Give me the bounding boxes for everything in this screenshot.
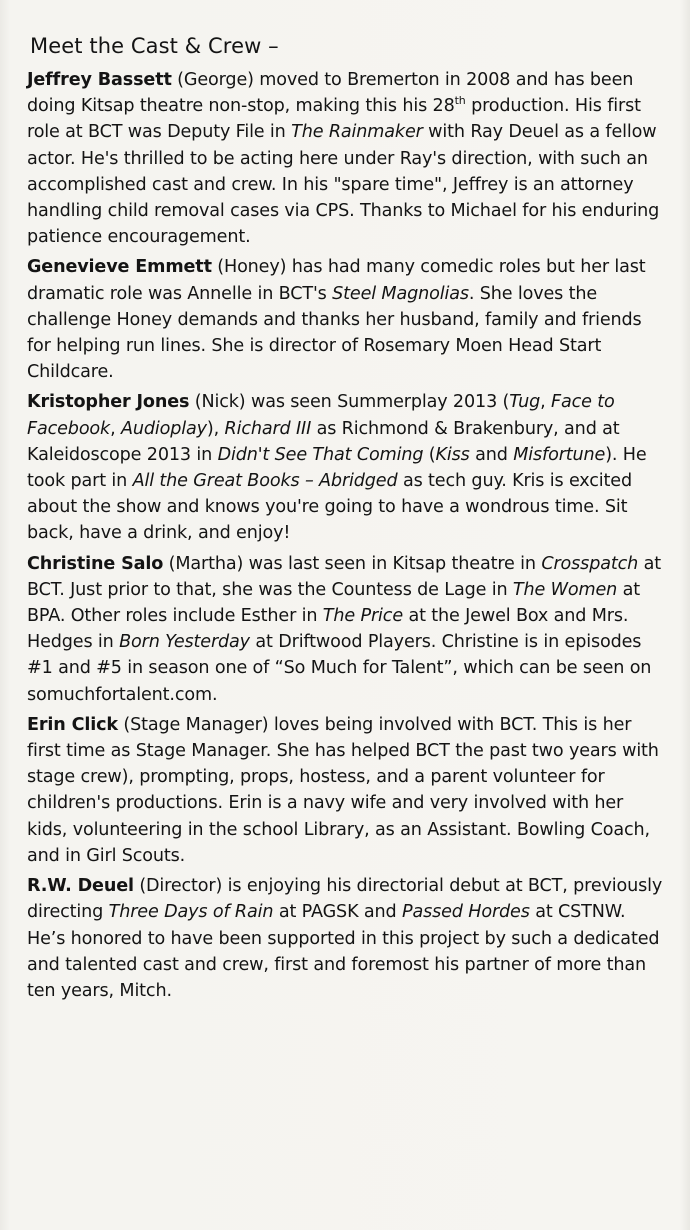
bio-text: ), xyxy=(206,418,225,439)
bio-jeffrey-bassett xyxy=(27,67,668,250)
play-title: The Rainmaker xyxy=(291,122,423,143)
bio-text: (Director) is enjoying his directorial debut at BCT, previously directing xyxy=(27,876,663,923)
play-title: Tug xyxy=(509,392,541,413)
play-title: Steel Magnolias xyxy=(332,283,469,304)
bio-text: at CSTNW. He’s honored to have been supported in this project by such a dedicated and talented cast and crew, first and foremost his partner of more than ten years, Mitch. xyxy=(27,902,660,1001)
bio-text: (Nick) was seen Summerplay 2013 ( xyxy=(189,392,510,413)
bio-text: and xyxy=(469,444,514,465)
bio-text: ( xyxy=(423,444,436,465)
bio-name: Jeffrey Bassett xyxy=(27,70,172,90)
bio-text: ). He took part in xyxy=(27,444,647,492)
bio-rw-deuel xyxy=(27,873,668,1004)
play-title: All the Great Books – Abridged xyxy=(132,471,398,492)
bio-genevieve-emmett xyxy=(27,254,668,385)
play-title: Kiss xyxy=(435,444,470,465)
bio-text: (Stage Manager) loves being involved with BCT. This is her first time as Stage Manager. She has helped BCT the past two years with stage crew), prompting, props, hostess, and a parent volunteer for children's productions. Erin is a navy wife and very involved with her kids, volunteering in the school Library, as an Assistant. Bowling Coach, and in Girl Scouts. xyxy=(27,714,659,866)
bio-text: , xyxy=(540,392,552,413)
bio-text: (Honey) has had many comedic roles but her last dramatic role was Annelle in BCT's xyxy=(27,257,646,304)
bio-name: R.W. Deuel xyxy=(27,876,134,897)
bio-name: Erin Click xyxy=(27,714,118,735)
bio-christine-salo xyxy=(27,551,668,708)
bio-kristopher-jones xyxy=(27,389,668,546)
section-title: Meet the Cast & Crew – xyxy=(30,34,279,58)
bio-text: with Ray Deuel as a fellow actor. He's thrilled to be acting here under Ray's direction, with such an accomplished cast and crew. In his "spare time", Jeffrey is an attorney handling child removal cases via CPS. Thanks to Michael for his enduring patience encouragement. xyxy=(27,122,660,248)
play-title: Born Yesterday xyxy=(119,632,250,653)
bio-text: as Richmond & Brakenbury, and at Kaleidoscope 2013 in xyxy=(27,418,620,465)
play-title: Audioplay xyxy=(120,418,207,439)
play-title: Three Days of Rain xyxy=(108,902,274,923)
bio-text: production. His first role at BCT was Deputy File in xyxy=(27,96,641,143)
bio-text: (Martha) was last seen in Kitsap theatre in xyxy=(163,553,542,574)
bio-text: . She loves the challenge Honey demands and thanks her husband, family and friends for helping run lines. She is director of Rosemary Moen Head Start Childcare. xyxy=(27,283,642,383)
bio-text: , xyxy=(110,418,121,439)
bio-text: at the Jewel Box and Mrs. Hedges in xyxy=(27,606,629,653)
play-title: The Women xyxy=(512,579,618,600)
play-title: Crosspatch xyxy=(541,553,639,574)
bio-text: (George) moved to Bremerton in 2008 and has been doing Kitsap theatre non-stop, making this his 28 xyxy=(27,70,634,117)
bio-erin-click xyxy=(27,712,668,869)
bio-text: at PAGSK and xyxy=(273,902,402,923)
play-title: Richard III xyxy=(224,418,312,439)
bio-text: at BCT. Just prior to that, she was the Countess de Lage in xyxy=(27,553,661,600)
bio-name: Christine Salo xyxy=(27,553,164,574)
play-title: Passed Hordes xyxy=(402,902,530,923)
bio-name: Genevieve Emmett xyxy=(27,257,212,278)
bio-text: at BPA. Other roles include Esther in xyxy=(27,579,640,627)
play-title: Face to Facebook xyxy=(27,392,615,439)
play-title: The Price xyxy=(322,606,403,627)
bio-text: at Driftwood Players. Christine is in episodes #1 and #5 in season one of “So Much for Talent”, which can be seen on somuchfortalent.com. xyxy=(27,632,652,705)
play-title: Misfortune xyxy=(513,444,606,465)
ordinal-suffix: th xyxy=(454,94,466,108)
bio-name: Kristopher Jones xyxy=(27,392,190,413)
bio-text: as tech guy. Kris is excited about the show and knows you're going to have a wondrous time. Sit back, have a drink, and enjoy! xyxy=(27,471,632,544)
play-title: Didn't See That Coming xyxy=(217,444,424,465)
